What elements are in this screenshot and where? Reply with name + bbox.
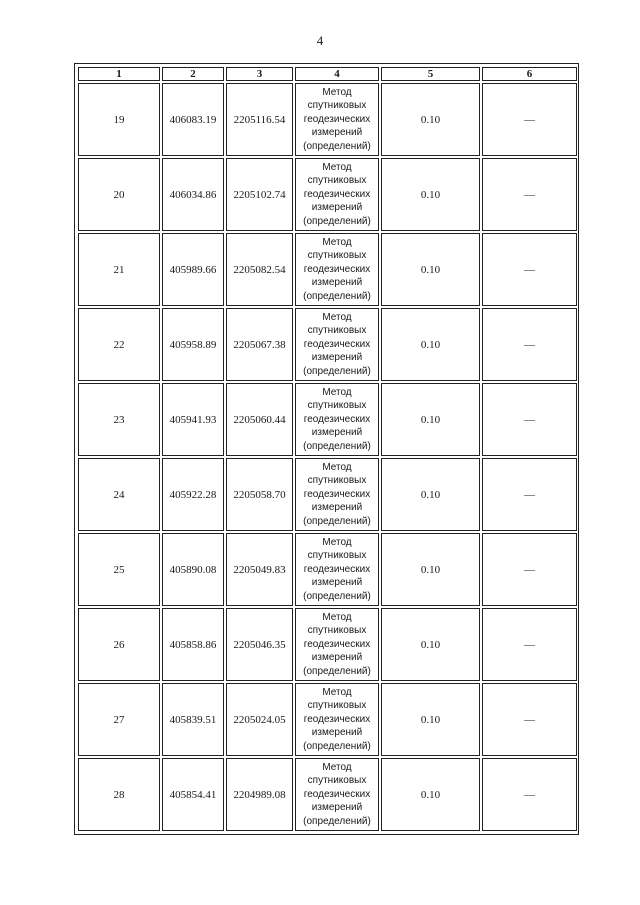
method-cell (295, 308, 379, 381)
method-line: Метод (322, 461, 352, 473)
point-number-cell: 28 (78, 758, 160, 831)
method-line: (определений) (303, 290, 371, 302)
method-line: (определений) (303, 740, 371, 752)
point-number-cell: 20 (78, 158, 160, 231)
note-cell: — (482, 308, 577, 381)
x-coordinate-cell: 405854.41 (162, 758, 224, 831)
note-cell: — (482, 533, 577, 606)
x-coordinate-cell: 405890.08 (162, 533, 224, 606)
method-line: измерений (311, 427, 363, 439)
column-header-3: 3 (226, 67, 293, 81)
point-number-cell: 21 (78, 233, 160, 306)
x-coordinate-cell: 405958.89 (162, 308, 224, 381)
note-cell: — (482, 158, 577, 231)
method-line: Метод (322, 761, 352, 773)
x-coordinate-cell: 405922.28 (162, 458, 224, 531)
method-cell (295, 608, 379, 681)
note-cell: — (482, 758, 577, 831)
point-number-cell: 26 (78, 608, 160, 681)
precision-cell: 0.10 (381, 683, 480, 756)
table-row (78, 83, 577, 156)
x-coordinate-cell: 405941.93 (162, 383, 224, 456)
precision-cell: 0.10 (381, 83, 480, 156)
y-coordinate-cell: 2205024.05 (226, 683, 293, 756)
method-line: геодезических (303, 263, 371, 275)
precision-cell: 0.10 (381, 608, 480, 681)
method-line: (определений) (303, 515, 371, 527)
method-line: (определений) (303, 440, 371, 452)
precision-cell: 0.10 (381, 758, 480, 831)
precision-cell: 0.10 (381, 533, 480, 606)
table-body (78, 83, 577, 831)
method-line: измерений (311, 502, 363, 514)
method-cell (295, 758, 379, 831)
method-line: спутниковых (307, 700, 367, 712)
method-line: измерений (311, 202, 363, 214)
method-line: (определений) (303, 140, 371, 152)
y-coordinate-cell: 2205058.70 (226, 458, 293, 531)
table-row (78, 608, 577, 681)
method-line: геодезических (303, 188, 371, 200)
method-cell (295, 83, 379, 156)
table-row (78, 383, 577, 456)
method-line: геодезических (303, 338, 371, 350)
table-row (78, 533, 577, 606)
method-line: спутниковых (307, 625, 367, 637)
method-line: измерений (311, 277, 363, 289)
method-line: спутниковых (307, 475, 367, 487)
page-number: 4 (316, 33, 324, 48)
y-coordinate-cell: 2205049.83 (226, 533, 293, 606)
method-line: Метод (322, 611, 352, 623)
precision-cell: 0.10 (381, 233, 480, 306)
method-line: (определений) (303, 215, 371, 227)
y-coordinate-cell: 2205060.44 (226, 383, 293, 456)
x-coordinate-cell: 405858.86 (162, 608, 224, 681)
table-row (78, 758, 577, 831)
y-coordinate-cell: 2205082.54 (226, 233, 293, 306)
x-coordinate-cell: 406034.86 (162, 158, 224, 231)
y-coordinate-cell: 2205067.38 (226, 308, 293, 381)
x-coordinate-cell: 406083.19 (162, 83, 224, 156)
method-line: геодезических (303, 563, 371, 575)
method-line: Метод (322, 386, 352, 398)
point-number-cell: 19 (78, 83, 160, 156)
note-cell: — (482, 683, 577, 756)
method-line: (определений) (303, 665, 371, 677)
method-line: спутниковых (307, 400, 367, 412)
column-header-2: 2 (162, 67, 224, 81)
method-line: Метод (322, 311, 352, 323)
method-line: измерений (311, 352, 363, 364)
method-line: спутниковых (307, 325, 367, 337)
method-line: геодезических (303, 713, 371, 725)
method-line: измерений (311, 577, 363, 589)
x-coordinate-cell: 405989.66 (162, 233, 224, 306)
point-number-cell: 23 (78, 383, 160, 456)
method-cell (295, 233, 379, 306)
method-line: геодезических (303, 788, 371, 800)
method-line: Метод (322, 536, 352, 548)
column-header-6: 6 (482, 67, 577, 81)
method-cell (295, 383, 379, 456)
method-cell (295, 683, 379, 756)
method-line: спутниковых (307, 250, 367, 262)
method-line: (определений) (303, 590, 371, 602)
coordinates-table (76, 65, 579, 833)
method-line: спутниковых (307, 775, 367, 787)
precision-cell: 0.10 (381, 383, 480, 456)
precision-cell: 0.10 (381, 158, 480, 231)
note-cell: — (482, 458, 577, 531)
table-row (78, 458, 577, 531)
method-line: спутниковых (307, 100, 367, 112)
method-line: измерений (311, 727, 363, 739)
method-line: измерений (311, 802, 363, 814)
method-line: спутниковых (307, 175, 367, 187)
table-row (78, 233, 577, 306)
table-row (78, 158, 577, 231)
y-coordinate-cell: 2205116.54 (226, 83, 293, 156)
point-number-cell: 24 (78, 458, 160, 531)
method-line: (определений) (303, 365, 371, 377)
column-header-1: 1 (78, 67, 160, 81)
method-line: геодезических (303, 638, 371, 650)
method-line: геодезических (303, 413, 371, 425)
table-header-row (78, 67, 577, 81)
method-line: измерений (311, 652, 363, 664)
method-line: Метод (322, 686, 352, 698)
precision-cell: 0.10 (381, 458, 480, 531)
x-coordinate-cell: 405839.51 (162, 683, 224, 756)
point-number-cell: 22 (78, 308, 160, 381)
precision-cell: 0.10 (381, 308, 480, 381)
point-number-cell: 25 (78, 533, 160, 606)
method-cell (295, 158, 379, 231)
method-line: геодезических (303, 113, 371, 125)
method-line: (определений) (303, 815, 371, 827)
table-row (78, 308, 577, 381)
note-cell: — (482, 383, 577, 456)
method-line: Метод (322, 236, 352, 248)
method-cell (295, 533, 379, 606)
coordinates-table-frame (74, 63, 579, 835)
y-coordinate-cell: 2204989.08 (226, 758, 293, 831)
y-coordinate-cell: 2205046.35 (226, 608, 293, 681)
column-header-5: 5 (381, 67, 480, 81)
method-line: геодезических (303, 488, 371, 500)
point-number-cell: 27 (78, 683, 160, 756)
note-cell: — (482, 233, 577, 306)
method-line: измерений (311, 127, 363, 139)
column-header-4: 4 (295, 67, 379, 81)
method-line: спутниковых (307, 550, 367, 562)
note-cell: — (482, 83, 577, 156)
method-cell (295, 458, 379, 531)
method-line: Метод (322, 161, 352, 173)
method-line: Метод (322, 86, 352, 98)
y-coordinate-cell: 2205102.74 (226, 158, 293, 231)
table-row (78, 683, 577, 756)
note-cell: — (482, 608, 577, 681)
